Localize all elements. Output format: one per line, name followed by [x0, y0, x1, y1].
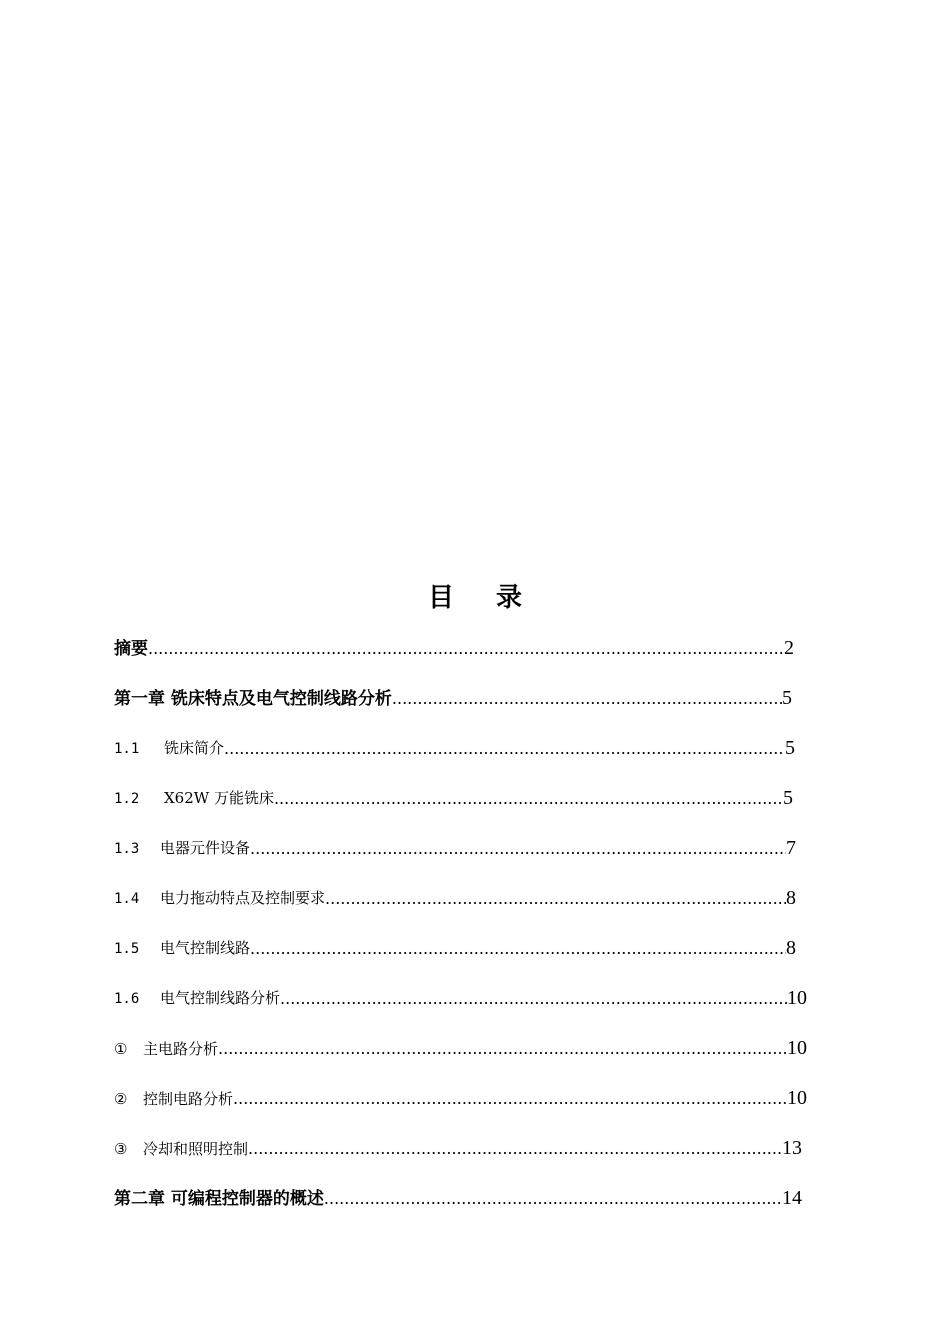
toc-entry-label: 第一章 铣床特点及电气控制线路分析	[114, 689, 392, 709]
toc-dot-leader	[218, 1038, 787, 1060]
toc-page-number: 7	[786, 837, 796, 859]
toc-section-number: 1.5	[114, 941, 140, 957]
toc-entry-label	[114, 937, 250, 960]
toc-dot-leader	[233, 1088, 787, 1110]
toc-entry-label	[114, 1038, 218, 1060]
toc-circled-number: ①	[114, 1040, 128, 1058]
toc-page-number: 10	[787, 1037, 807, 1059]
toc-section-title: 铣床简介	[164, 739, 225, 757]
toc-dot-leader	[148, 638, 784, 660]
toc-title	[0, 580, 950, 616]
toc-page-number: 2	[784, 637, 794, 659]
toc-entry-label	[114, 1088, 233, 1110]
toc-circled-number: ②	[114, 1090, 128, 1108]
toc-section-title: X62W 万能铣床	[164, 789, 274, 807]
toc-entry-label: 摘要	[114, 639, 148, 659]
toc-section-number: 1.4	[114, 891, 140, 907]
toc-section-title: 电气控制线路分析	[160, 989, 281, 1007]
toc-section-title: 主电路分析	[143, 1040, 219, 1058]
toc-dot-leader	[325, 888, 786, 910]
toc-page-number: 13	[782, 1137, 802, 1159]
toc-entry-abstract[interactable]	[114, 630, 794, 660]
toc-dot-leader	[224, 738, 785, 760]
toc-section-number: 1.2	[114, 791, 140, 807]
toc-section-title: 电气控制线路	[160, 939, 251, 957]
toc-entry-label	[114, 1138, 248, 1160]
toc-section-number: 1.1	[114, 741, 140, 757]
toc-dot-leader	[392, 688, 782, 710]
toc-entry-control-circuit[interactable]	[114, 1080, 807, 1110]
toc-entry-label	[114, 887, 325, 910]
toc-page-number: 5	[785, 737, 795, 759]
toc-dot-leader	[324, 1188, 782, 1210]
toc-entry-main-circuit[interactable]	[114, 1030, 807, 1060]
toc-entry-label: 第二章 可编程控制器的概述	[114, 1189, 324, 1209]
toc-title-char-2: 录	[496, 583, 523, 613]
toc-entry-section-1-4[interactable]	[114, 880, 796, 910]
toc-page-number: 5	[782, 687, 792, 709]
toc-page-number: 8	[786, 887, 796, 909]
toc-section-title: 冷却和照明控制	[143, 1140, 249, 1158]
toc-entry-cooling-lighting[interactable]	[114, 1130, 802, 1160]
toc-entry-section-1-2[interactable]	[114, 780, 793, 810]
toc-dot-leader	[248, 1138, 782, 1160]
toc-entry-chapter-1[interactable]	[114, 680, 792, 710]
toc-entry-section-1-3[interactable]	[114, 830, 796, 860]
toc-entry-label	[114, 837, 250, 860]
toc-entry-chapter-2[interactable]	[114, 1180, 802, 1210]
toc-entry-label	[114, 987, 280, 1010]
toc-dot-leader	[250, 838, 786, 860]
toc-section-title: 电器元件设备	[160, 839, 251, 857]
toc-section-number: 1.6	[114, 991, 140, 1007]
toc-section-title: 电力拖动特点及控制要求	[160, 889, 326, 907]
toc-dot-leader	[250, 938, 786, 960]
toc-section-title: 控制电路分析	[143, 1090, 234, 1108]
toc-page-number: 10	[787, 987, 807, 1009]
toc-entry-label	[114, 787, 274, 810]
toc-entry-section-1-1[interactable]	[114, 730, 795, 760]
toc-section-number: 1.3	[114, 841, 140, 857]
toc-entry-section-1-6[interactable]	[114, 980, 807, 1010]
toc-dot-leader	[274, 788, 783, 810]
toc-dot-leader	[280, 988, 787, 1010]
toc-entry-label	[114, 737, 224, 760]
toc-page-number: 14	[782, 1187, 802, 1209]
toc-circled-number: ③	[114, 1140, 128, 1158]
toc-page-number: 5	[783, 787, 793, 809]
toc-page-number: 10	[787, 1087, 807, 1109]
toc-title-char-1: 目	[427, 583, 454, 613]
toc-entry-section-1-5[interactable]	[114, 930, 796, 960]
toc-page-number: 8	[786, 937, 796, 959]
